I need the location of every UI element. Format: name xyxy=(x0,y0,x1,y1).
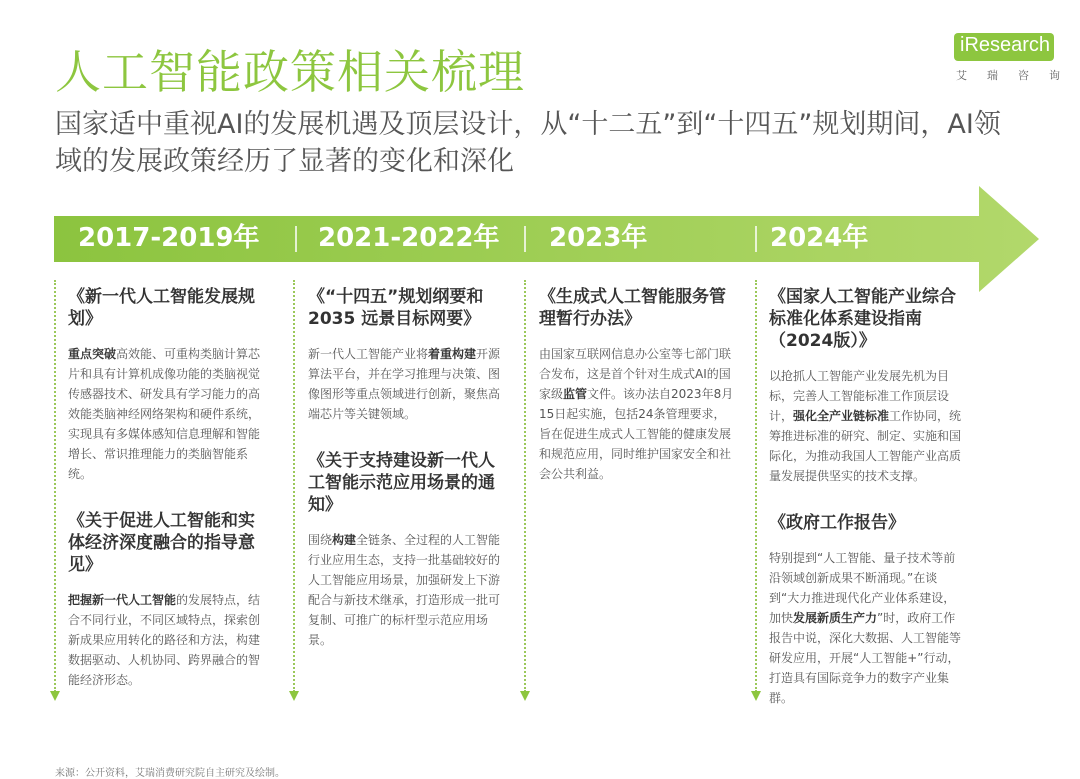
policy-description: 围绕构建全链条、全过程的人工智能行业应用生态，支持一批基础较好的人工智能应用场景，加强研发上下游配合与新技术继承，打造形成一批可复制、可推广的标杆型示范应用场景。 xyxy=(308,533,501,647)
source-note: 来源：公开资料，艾瑞消费研究院自主研究及绘制。 xyxy=(55,768,285,779)
policy-description: 新一代人工智能产业将着重构建开源算法平台，并在学习推理与决策、图像图形等重点领域进行创新，聚焦高端芯片等关键领域。 xyxy=(308,347,501,421)
logo-sub-char: 艾 xyxy=(956,69,967,82)
policy-description: 把握新一代人工智能的发展特点，结合不同行业，不同区域特点，探索创新成果应用转化的路径和方法，构建数据驱动、人机协同、跨界融合的智能经济形态。 xyxy=(68,593,261,687)
policy-title: 《新一代人工智能发展规划》 xyxy=(68,287,255,329)
policy-title: 《关于支持建设新一代人工智能示范应用场景的通知》 xyxy=(308,451,495,515)
logo-sub-char: 询 xyxy=(1049,69,1060,82)
policy-title: 《“十四五”规划纲要和2035 远景目标网要》 xyxy=(308,287,484,329)
policy-description: 由国家互联网信息办公室等七部门联合发布，这是首个针对生成式AI的国家级监管文件。该办法自2023年8月15日起实施，包括24条管理要求，旨在促进生成式人工智能的健康发展和规范应用，同时维护国家安全和社会公共利益。 xyxy=(539,347,734,481)
column-divider xyxy=(293,280,295,692)
iresearch-logo xyxy=(948,30,1068,86)
policy-description: 特别提到“人工智能、量子技术等前沿领域创新成果不断涌现。”在谈到“大力推进现代化产业体系建设，加快发展新质生产力”时，政府工作报告中说，深化大数据、人工智能等研发应用，开展“人工智能+”行动，打造具有国际竞争力的数字产业集群。 xyxy=(769,551,962,705)
logo-sub-char: 咨 xyxy=(1018,69,1029,82)
policy-title: 《生成式人工智能服务管理暂行办法》 xyxy=(539,287,726,329)
column-divider xyxy=(755,280,757,692)
logo-subtitle xyxy=(956,67,1060,83)
column-arrow-tip xyxy=(751,691,761,701)
policy-block xyxy=(769,512,967,708)
policy-description: 以抢抓人工智能产业发展先机为目标，完善人工智能标准工作顶层设计，强化全产业链标准工作协同，统筹推进标准的研究、制定、实施和国际化，为推动我国人工智能产业高质量发展提供坚实的技术支撑。 xyxy=(769,369,962,483)
timeline-column-2024 xyxy=(769,286,967,708)
column-divider xyxy=(524,280,526,692)
column-arrow-tip xyxy=(50,691,60,701)
year-2017-2019: 2017-2019年 xyxy=(78,223,260,253)
page-title: 人工智能政策相关梳理 xyxy=(55,45,525,99)
policy-block xyxy=(539,286,737,484)
column-arrow-tip xyxy=(289,691,299,701)
column-divider xyxy=(54,280,56,692)
timeline-column-2017-2019 xyxy=(68,286,266,690)
policy-block xyxy=(308,450,506,650)
timeline-column-2023 xyxy=(539,286,737,484)
page-subtitle: 国家适中重视AI的发展机遇及顶层设计，从“十二五”到“十四五”规划期间，AI领域的发展政策经历了显著的变化和深化 xyxy=(55,109,1001,177)
year-2021-2022: 2021-2022年 xyxy=(318,223,500,253)
policy-block xyxy=(769,286,967,486)
policy-title: 《关于促进人工智能和实体经济深度融合的指导意见》 xyxy=(68,511,255,575)
policy-block xyxy=(68,286,266,484)
policy-title: 《政府工作报告》 xyxy=(769,513,905,533)
logo-sub-char: 瑞 xyxy=(987,69,998,82)
policy-title: 《国家人工智能产业综合标准化体系建设指南（2024版）》 xyxy=(769,287,956,351)
timeline-column-2021-2022 xyxy=(308,286,506,650)
logo-brand: iResearch xyxy=(960,34,1051,56)
policy-block xyxy=(68,510,266,690)
year-2023: 2023年 xyxy=(549,223,648,253)
policy-description: 重点突破高效能、可重构类脑计算芯片和具有计算机成像功能的类脑视觉传感器技术、研发具有学习能力的高效能类脑神经网络架构和硬件系统，实现具有多媒体感知信息理解和智能增长、常识推理能力的类脑智能系统。 xyxy=(68,347,261,481)
policy-block xyxy=(308,286,506,424)
year-2024: 2024年 xyxy=(770,223,869,253)
column-arrow-tip xyxy=(520,691,530,701)
